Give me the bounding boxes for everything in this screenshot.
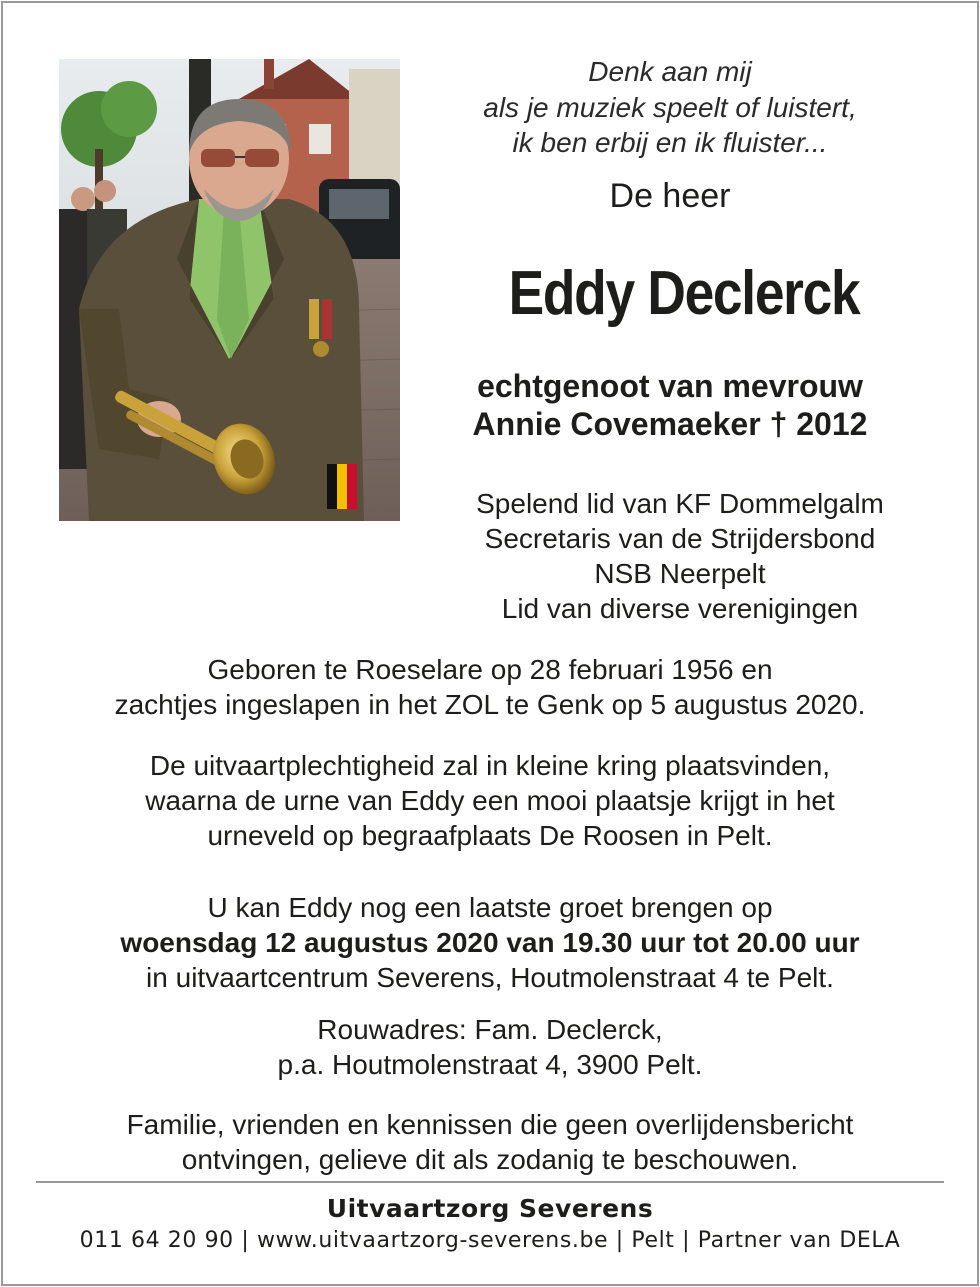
spouse-line: Annie Covemaeker † 2012 (472, 406, 868, 442)
funeral-info (40, 748, 940, 853)
family-note (40, 1107, 940, 1177)
deceased-name: Eddy Declerck (508, 259, 860, 328)
text-line: Geboren te Roeselare op 28 februari 1956 en (207, 654, 773, 685)
address-line: p.a. Houtmolenstraat 4, 3900 Pelt. (277, 1049, 703, 1080)
membership-line: Lid van diverse verenigingen (501, 593, 859, 624)
visit-location: in uitvaartcentrum Severens, Houtmolenstraat 4 te Pelt. (146, 962, 834, 993)
footer-divider (36, 1181, 944, 1183)
memberships (430, 486, 930, 626)
salutation: De heer (609, 177, 731, 215)
address-line: Rouwadres: Fam. Declerck, (317, 1014, 663, 1045)
poem-line: Denk aan mij (588, 56, 752, 87)
poem-line: ik ben erbij en ik fluister... (512, 127, 828, 158)
visit-intro: U kan Eddy nog een laatste groet brengen op (207, 892, 773, 923)
portrait-photo (59, 59, 400, 521)
spouse-line: echtgenoot van mevrouw (477, 368, 863, 404)
text-line: Familie, vrienden en kennissen die geen overlijdensbericht (126, 1109, 854, 1140)
portrait-illustration (59, 59, 400, 521)
mourning-address (40, 1012, 940, 1082)
poem-line: als je muziek speelt of luistert, (483, 91, 857, 123)
text-line: waarna de urne van Eddy een mooi plaatsje krijgt in het (145, 785, 835, 816)
text-line: De uitvaartplechtigheid zal in kleine kring plaatsvinden, (149, 750, 831, 781)
funeral-company-name: Uitvaartzorg Severens (326, 1194, 654, 1223)
visit-datetime: woensdag 12 augustus 2020 van 19.30 uur tot 20.00 uur (120, 927, 860, 958)
visitation-info (40, 890, 940, 995)
memorial-poem (420, 54, 920, 161)
membership-line: Spelend lid van KF Dommelgalm (476, 488, 884, 519)
birth-death-info (40, 652, 940, 722)
text-line: ontvingen, gelieve dit als zodanig te beschouwen. (181, 1144, 799, 1175)
company-contact: 011 64 20 90 | www.uitvaartzorg-severens.be | Pelt | Partner van DELA (79, 1228, 901, 1253)
spouse-info (420, 367, 920, 443)
text-line: urneveld op begraafplaats De Roosen in Pelt. (207, 820, 773, 851)
membership-line: NSB Neerpelt (594, 558, 766, 589)
text-line: zachtjes ingeslapen in het ZOL te Genk op 5 augustus 2020. (114, 689, 866, 720)
membership-line: Secretaris van de Strijdersbond (484, 523, 876, 554)
